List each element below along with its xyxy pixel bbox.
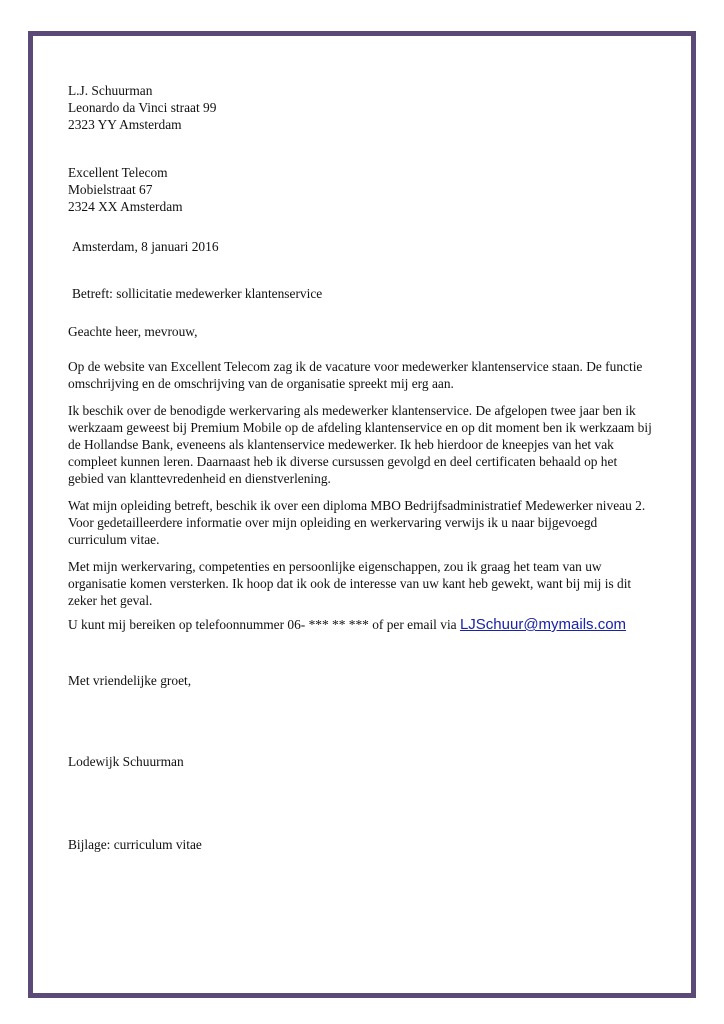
- contact-line: [68, 616, 668, 633]
- closing: Met vriendelijke groet,: [68, 673, 192, 688]
- sender-address: [68, 82, 668, 133]
- contact-text: U kunt mij bereiken op telefoonnummer 06- *** ** *** of per email via: [68, 617, 460, 632]
- paragraph-experience: Ik beschik over de benodigde werkervaring als medewerker klantenservice. De afgelopen twee jaar ben ik werkzaam geweest bij Premium Mobile op de afdeling klantenservice en op dit moment ben ik werkzaam bij de Hollandse Bank, eveneens als klantenservice medewerker. Ik heb hierdoor de kneepjes van het vak compleet kunnen leren. Daarnaast heb ik diverse cursussen gevolgd en deel certificaten behaald op het gebied van klanttevredenheid en dienstverlening.: [68, 403, 652, 486]
- salutation: Geachte heer, mevrouw,: [68, 324, 198, 339]
- paragraph-education: Wat mijn opleiding betreft, beschik ik over een diploma MBO Bedrijfsadministratief Medewerker niveau 2. Voor gedetailleerdere informatie over mijn opleiding en werkervaring verwijs ik u naar bijgevoegd curriculum vitae.: [68, 498, 646, 547]
- recipient-company: Excellent Telecom: [68, 165, 168, 180]
- recipient-street: Mobielstraat 67: [68, 182, 153, 197]
- sender-street: Leonardo da Vinci straat 99: [68, 100, 217, 115]
- recipient-postal-city: 2324 XX Amsterdam: [68, 199, 183, 214]
- paragraph-vacancy: Op de website van Excellent Telecom zag ik de vacature voor medewerker klantenservice staan. De functie omschrijving en de omschrijving van de organisatie spreekt mij erg aan.: [68, 359, 643, 391]
- paragraph-motivation: Met mijn werkervaring, competenties en persoonlijke eigenschappen, zou ik graag het team van uw organisatie komen versterken. Ik hoop dat ik ook de interesse van uw kant heb gewekt, want bij mij is dit zeker het geval.: [68, 559, 632, 608]
- recipient-address: [68, 164, 668, 215]
- sender-postal-city: 2323 YY Amsterdam: [68, 117, 182, 132]
- attachment-note: Bijlage: curriculum vitae: [68, 837, 202, 852]
- sender-name: L.J. Schuurman: [68, 83, 153, 98]
- date-line: Amsterdam, 8 januari 2016: [72, 239, 219, 254]
- signature-name: Lodewijk Schuurman: [68, 754, 184, 769]
- subject-line: Betreft: sollicitatie medewerker klantenservice: [72, 286, 323, 301]
- email-link[interactable]: LJSchuur@mymails.com: [459, 616, 627, 633]
